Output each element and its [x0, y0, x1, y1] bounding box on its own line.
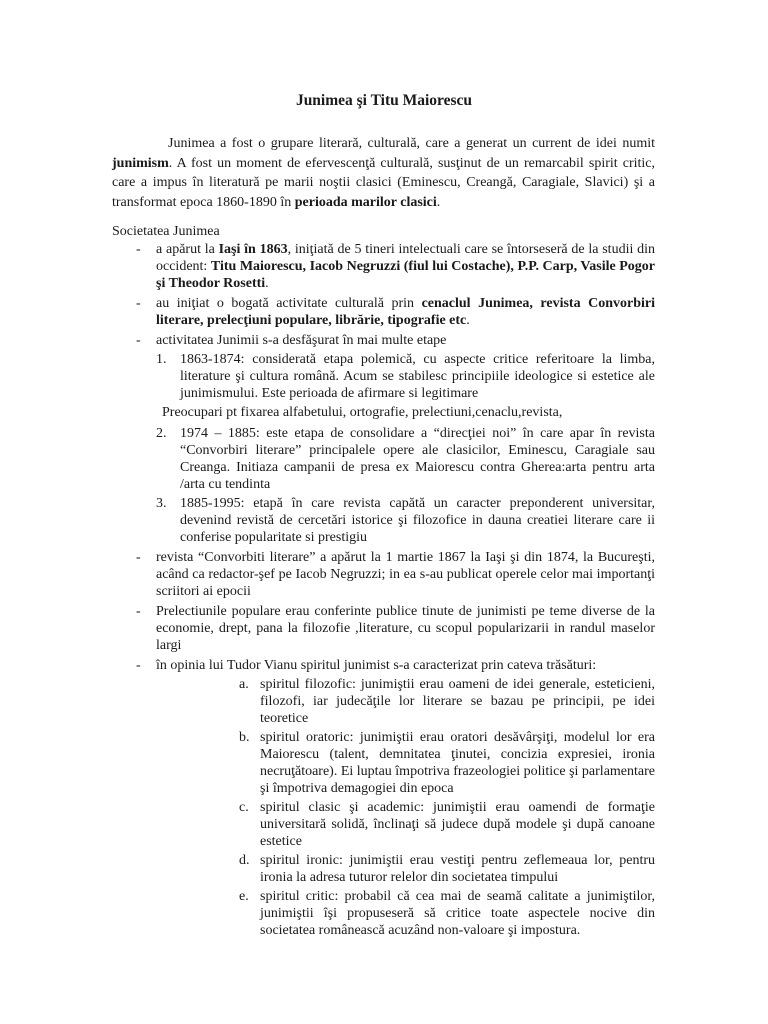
trait-item [156, 888, 655, 939]
list-item-phases [112, 332, 655, 546]
item-bold: cenaclul Junimea, revista Convorbiri literare, prelecţiuni populare, librărie, tipografie etc [156, 296, 655, 328]
list-item-founding [112, 241, 655, 292]
intro-paragraph [112, 134, 655, 212]
item-text: au iniţiat o bogată activitate culturală prin [156, 296, 422, 311]
intro-text-3: . [436, 194, 441, 210]
trait-item [156, 799, 655, 850]
page-title: Junimea şi Titu Maiorescu [295, 92, 473, 109]
trait-item [156, 729, 655, 797]
section-title: Societatea Junimea [112, 224, 220, 239]
intro-bold-2: perioada marilor clasici [294, 194, 437, 210]
dash-list [112, 241, 655, 942]
phase-item [156, 351, 655, 402]
trait-item [156, 852, 655, 886]
trait-item [156, 676, 655, 727]
trait-letter: b. [239, 730, 250, 745]
item-text: . [265, 276, 269, 291]
phase-number: 2. [156, 426, 167, 441]
list-item-lectures: - Prelectiunile populare erau conferinte publice tinute de junimisti pe teme diverse de la economie, drept, pana la filozofie ,literature, cu scopul popularizarii in randul maselor largi [112, 603, 655, 654]
trait-letter: d. [239, 853, 250, 868]
trait-text: spiritul ironic: junimiştii erau vestiţi pentru zeflemeaua lor, pentru ironia la adresa tuturor relelor din societatea timpului [260, 853, 655, 885]
intro-text-2: . A fost un moment de efervescenţă culturală, susţinut de un remarcabil spirit critic, care a impus în literatură pe marii noştii clasici (Eminescu, Creangă, Caragiale, Slavici) şi a transformat epoca 1860-1890 în [112, 155, 655, 210]
item-text: activitatea Junimii s-a desfăşurat în mai multe etape [156, 333, 447, 348]
trait-text: spiritul filozofic: junimiştii erau oameni de idei generale, esteticieni, filozofi, iar judecăţile lor literare se bazau pe principii, pe idei teoretice [260, 677, 655, 726]
phase-number: 1. [156, 352, 167, 367]
phases-list [156, 351, 655, 546]
trait-letter: a. [239, 677, 249, 692]
item-bold: Iaşi în 1863 [218, 242, 288, 257]
list-item-traits [112, 657, 655, 939]
item-text: în opinia lui Tudor Vianu spiritul junimist s-a caracterizat prin cateva trăsături: [156, 658, 597, 673]
phase-text: 1885-1995: etapă în care revista capătă un caracter preponderent universitar, devenind revistă de cercetări istorice şi filozofice in dauna creatiei literare care ii conferise popularitate si prestigiu [180, 496, 655, 545]
intro-text-1: Junimea a fost o grupare literară, culturală, care a generat un current de idei numit [168, 136, 655, 151]
trait-text: spiritul oratoric: junimiştii erau oratori desăvârşiţi, modelul lor era Maiorescu (talent, demnitatea ţinutei, concizia expresiei, ironia necruţătoare). Ei luptau împotriva frazeologiei politice şi parlamentare şi împotriva demagogiei din epoca [260, 730, 655, 796]
item-text: . [466, 313, 470, 328]
list-item-magazine: - revista “Convorbiti literare” a apărut la 1 martie 1867 la Iaşi şi din 1874, la Bucureşti, acând ca redactor-şef pe Iacob Negruzzi; in ea s-au publicat operele celor mai importanţi scriitori ai epocii [112, 549, 655, 600]
traits-list [156, 676, 655, 939]
list-item-activities [112, 295, 655, 329]
trait-letter: c. [239, 800, 249, 815]
phase-item [156, 495, 655, 546]
item-text: , iniţiată de 5 tineri intelectuali care se întorseseră de la studii din occident: [156, 242, 656, 274]
phase-text: 1863-1874: considerată etapa polemică, cu aspecte critice referitoare la limba, literature şi cultura română. Acum se stabilesc principiile ideologice si estetice ale junimismului. Este perioada de afirmare si legitimare [180, 352, 655, 401]
item-bold: Titu Maiorescu, Iacob Negruzzi (fiul lui Costache), P.P. Carp, Vasile Pogor şi Theodor Rosetti [156, 259, 655, 291]
phase-number: 3. [156, 496, 167, 511]
phase-note: Preocupari pt fixarea alfabetului, ortografie, prelectiuni,cenaclu,revista, [162, 405, 563, 420]
trait-letter: e. [239, 889, 249, 904]
intro-bold-1: junimism [112, 155, 169, 171]
trait-text: spiritul critic: probabil că cea mai de seamă calitate a junimiştilor, junimiştii îşi propuseseră să critice toate aspectele nocive din societatea românească acuzând non-valoare şi impostura. [260, 889, 655, 938]
item-text: a apărut la [156, 242, 219, 257]
trait-text: spiritul clasic şi academic: junimiştii erau oamendi de formaţie universitară solidă, înclinaţi să judece după modele şi după canoane estetice [260, 800, 655, 849]
phase-text: 1974 – 1885: este etapa de consolidare a “direcţiei noi” în care apar în revista “Convorbiri literare” principalele opere ale clasicilor, Eminescu, Caragiale sau Creanga. Initiaza campanii de presa ex Maiorescu contra Gherea:arta pentru arta /arta cu tendinta [180, 426, 655, 492]
phase-item [156, 425, 655, 493]
